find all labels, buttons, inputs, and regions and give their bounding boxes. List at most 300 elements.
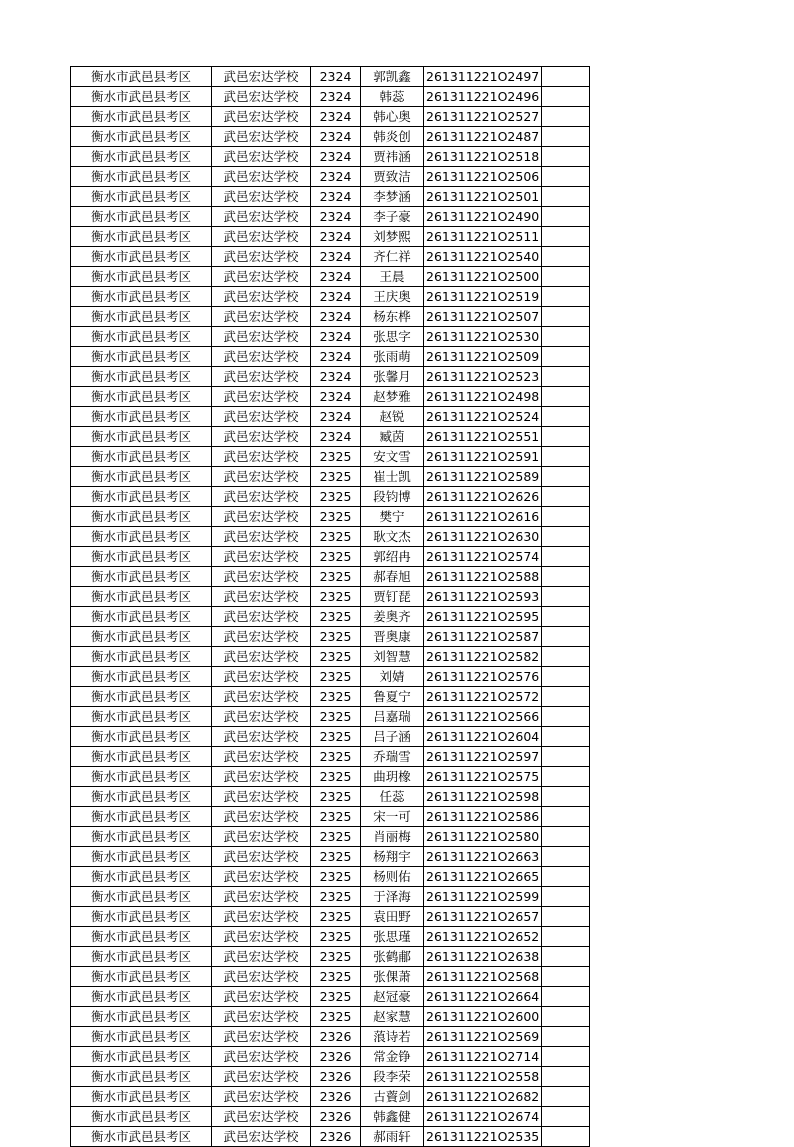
cell-exam-room: 2325 [311,947,361,967]
cell-student-name: 杨则佑 [361,867,424,887]
cell-student-id: 261311221O2530 [424,327,542,347]
cell-student-name: 韩炎创 [361,127,424,147]
cell-student-name: 袁田野 [361,907,424,927]
cell-region: 衡水市武邑县考区 [71,327,212,347]
cell-blank [542,367,590,387]
cell-student-name: 于泽海 [361,887,424,907]
cell-school: 武邑宏达学校 [212,667,311,687]
cell-student-id: 261311221O2575 [424,767,542,787]
cell-blank [542,907,590,927]
table-row [71,887,590,907]
cell-student-name: 常金铮 [361,1047,424,1067]
cell-student-name: 李梦涵 [361,187,424,207]
cell-school: 武邑宏达学校 [212,367,311,387]
cell-student-id: 261311221O2535 [424,1127,542,1147]
cell-school: 武邑宏达学校 [212,747,311,767]
cell-region: 衡水市武邑县考区 [71,347,212,367]
cell-region: 衡水市武邑县考区 [71,447,212,467]
cell-student-id: 261311221O2597 [424,747,542,767]
cell-student-name: 吕嘉瑞 [361,707,424,727]
cell-region: 衡水市武邑县考区 [71,367,212,387]
table-row [71,527,590,547]
cell-exam-room: 2325 [311,547,361,567]
cell-blank [542,867,590,887]
cell-student-id: 261311221O2576 [424,667,542,687]
cell-school: 武邑宏达学校 [212,847,311,867]
cell-blank [542,707,590,727]
cell-blank [542,1027,590,1047]
cell-region: 衡水市武邑县考区 [71,927,212,947]
cell-exam-room: 2326 [311,1027,361,1047]
cell-student-id: 261311221O2506 [424,167,542,187]
roster-table-body [71,67,590,1147]
cell-student-id: 261311221O2663 [424,847,542,867]
cell-blank [542,247,590,267]
cell-student-id: 261311221O2566 [424,707,542,727]
cell-exam-room: 2324 [311,347,361,367]
table-row [71,87,590,107]
cell-exam-room: 2324 [311,67,361,87]
table-row [71,1027,590,1047]
table-row [71,1127,590,1147]
cell-blank [542,967,590,987]
cell-region: 衡水市武邑县考区 [71,527,212,547]
table-row [71,987,590,1007]
cell-student-name: 张馨月 [361,367,424,387]
cell-region: 衡水市武邑县考区 [71,1027,212,1047]
cell-exam-room: 2325 [311,847,361,867]
cell-blank [542,787,590,807]
cell-region: 衡水市武邑县考区 [71,947,212,967]
cell-school: 武邑宏达学校 [212,487,311,507]
cell-student-name: 韩蕊 [361,87,424,107]
cell-student-id: 261311221O2638 [424,947,542,967]
cell-region: 衡水市武邑县考区 [71,647,212,667]
cell-school: 武邑宏达学校 [212,787,311,807]
cell-region: 衡水市武邑县考区 [71,727,212,747]
cell-student-name: 杨东桦 [361,307,424,327]
cell-school: 武邑宏达学校 [212,287,311,307]
table-row [71,227,590,247]
table-row [71,947,590,967]
cell-student-id: 261311221O2657 [424,907,542,927]
cell-student-name: 刘智慧 [361,647,424,667]
cell-region: 衡水市武邑县考区 [71,387,212,407]
table-row [71,647,590,667]
cell-blank [542,807,590,827]
cell-student-name: 张鹤郙 [361,947,424,967]
cell-school: 武邑宏达学校 [212,427,311,447]
cell-student-name: 段钧博 [361,487,424,507]
cell-school: 武邑宏达学校 [212,627,311,647]
cell-region: 衡水市武邑县考区 [71,1047,212,1067]
cell-school: 武邑宏达学校 [212,567,311,587]
cell-student-id: 261311221O2574 [424,547,542,567]
cell-student-name: 张倮萧 [361,967,424,987]
cell-school: 武邑宏达学校 [212,1067,311,1087]
table-row [71,187,590,207]
cell-blank [542,1047,590,1067]
cell-student-name: 鲁夏宁 [361,687,424,707]
cell-exam-room: 2324 [311,147,361,167]
cell-blank [542,67,590,87]
table-row [71,847,590,867]
cell-school: 武邑宏达学校 [212,107,311,127]
cell-blank [542,307,590,327]
cell-region: 衡水市武邑县考区 [71,487,212,507]
cell-school: 武邑宏达学校 [212,1007,311,1027]
cell-school: 武邑宏达学校 [212,727,311,747]
cell-school: 武邑宏达学校 [212,947,311,967]
cell-school: 武邑宏达学校 [212,1087,311,1107]
cell-exam-room: 2325 [311,907,361,927]
cell-exam-room: 2325 [311,447,361,467]
cell-blank [542,407,590,427]
cell-exam-room: 2324 [311,267,361,287]
cell-region: 衡水市武邑县考区 [71,227,212,247]
cell-student-id: 261311221O2572 [424,687,542,707]
cell-exam-room: 2325 [311,647,361,667]
cell-exam-room: 2324 [311,247,361,267]
cell-student-id: 261311221O2519 [424,287,542,307]
cell-student-name: 臧茵 [361,427,424,447]
cell-student-name: 姜奥齐 [361,607,424,627]
cell-blank [542,667,590,687]
cell-exam-room: 2324 [311,167,361,187]
cell-blank [542,107,590,127]
cell-region: 衡水市武邑县考区 [71,827,212,847]
table-row [71,827,590,847]
cell-region: 衡水市武邑县考区 [71,407,212,427]
cell-student-name: 王晨 [361,267,424,287]
cell-student-name: 刘婧 [361,667,424,687]
cell-blank [542,507,590,527]
cell-blank [542,1127,590,1147]
cell-exam-room: 2325 [311,807,361,827]
cell-school: 武邑宏达学校 [212,447,311,467]
table-row [71,1107,590,1127]
cell-student-id: 261311221O2595 [424,607,542,627]
cell-blank [542,87,590,107]
cell-region: 衡水市武邑县考区 [71,127,212,147]
cell-exam-room: 2326 [311,1087,361,1107]
cell-blank [542,727,590,747]
table-row [71,387,590,407]
cell-region: 衡水市武邑县考区 [71,867,212,887]
cell-student-name: 贾致洁 [361,167,424,187]
cell-region: 衡水市武邑县考区 [71,207,212,227]
cell-region: 衡水市武邑县考区 [71,607,212,627]
cell-student-name: 赵冠豪 [361,987,424,1007]
cell-school: 武邑宏达学校 [212,247,311,267]
cell-blank [542,987,590,1007]
cell-blank [542,587,590,607]
table-row [71,427,590,447]
cell-student-name: 肖丽梅 [361,827,424,847]
cell-school: 武邑宏达学校 [212,187,311,207]
table-row [71,707,590,727]
cell-school: 武邑宏达学校 [212,927,311,947]
cell-blank [542,607,590,627]
cell-exam-room: 2325 [311,827,361,847]
cell-exam-room: 2324 [311,87,361,107]
cell-region: 衡水市武邑县考区 [71,987,212,1007]
cell-student-id: 261311221O2652 [424,927,542,947]
cell-region: 衡水市武邑县考区 [71,67,212,87]
table-row [71,627,590,647]
cell-blank [542,467,590,487]
cell-blank [542,127,590,147]
cell-exam-room: 2324 [311,287,361,307]
cell-student-id: 261311221O2682 [424,1087,542,1107]
cell-student-name: 晋奥康 [361,627,424,647]
table-row [71,367,590,387]
cell-student-id: 261311221O2527 [424,107,542,127]
cell-region: 衡水市武邑县考区 [71,547,212,567]
cell-blank [542,687,590,707]
cell-student-name: 樊宁 [361,507,424,527]
cell-exam-room: 2324 [311,187,361,207]
cell-blank [542,527,590,547]
cell-blank [542,747,590,767]
cell-region: 衡水市武邑县考区 [71,287,212,307]
cell-student-id: 261311221O2626 [424,487,542,507]
cell-student-name: 杨翔宇 [361,847,424,867]
cell-school: 武邑宏达学校 [212,887,311,907]
table-row [71,447,590,467]
cell-student-id: 261311221O2569 [424,1027,542,1047]
cell-student-id: 261311221O2588 [424,567,542,587]
cell-exam-room: 2325 [311,627,361,647]
cell-region: 衡水市武邑县考区 [71,1067,212,1087]
cell-region: 衡水市武邑县考区 [71,267,212,287]
cell-blank [542,1087,590,1107]
cell-region: 衡水市武邑县考区 [71,187,212,207]
cell-student-name: 崔士凯 [361,467,424,487]
cell-region: 衡水市武邑县考区 [71,627,212,647]
cell-student-id: 261311221O2490 [424,207,542,227]
cell-student-name: 段李荣 [361,1067,424,1087]
cell-student-name: 张雨萌 [361,347,424,367]
cell-student-id: 261311221O2714 [424,1047,542,1067]
cell-region: 衡水市武邑县考区 [71,707,212,727]
cell-region: 衡水市武邑县考区 [71,567,212,587]
cell-exam-room: 2326 [311,1107,361,1127]
table-row [71,467,590,487]
cell-exam-room: 2325 [311,487,361,507]
cell-student-name: 任蕊 [361,787,424,807]
cell-school: 武邑宏达学校 [212,707,311,727]
cell-exam-room: 2325 [311,687,361,707]
cell-blank [542,627,590,647]
table-row [71,667,590,687]
cell-exam-room: 2325 [311,887,361,907]
table-row [71,267,590,287]
cell-student-name: 李子豪 [361,207,424,227]
table-row [71,207,590,227]
cell-school: 武邑宏达学校 [212,167,311,187]
cell-student-id: 261311221O2507 [424,307,542,327]
cell-student-id: 261311221O2674 [424,1107,542,1127]
cell-school: 武邑宏达学校 [212,87,311,107]
cell-region: 衡水市武邑县考区 [71,887,212,907]
cell-student-id: 261311221O2604 [424,727,542,747]
cell-school: 武邑宏达学校 [212,587,311,607]
cell-student-id: 261311221O2630 [424,527,542,547]
cell-blank [542,947,590,967]
cell-exam-room: 2326 [311,1067,361,1087]
cell-student-name: 赵梦雅 [361,387,424,407]
cell-exam-room: 2324 [311,127,361,147]
cell-student-name: 贾钉琵 [361,587,424,607]
cell-student-id: 261311221O2600 [424,1007,542,1027]
cell-school: 武邑宏达学校 [212,867,311,887]
cell-student-name: 赵家慧 [361,1007,424,1027]
cell-exam-room: 2325 [311,967,361,987]
cell-student-id: 261311221O2664 [424,987,542,1007]
cell-exam-room: 2324 [311,367,361,387]
cell-student-name: 齐仁祥 [361,247,424,267]
cell-student-id: 261311221O2589 [424,467,542,487]
cell-school: 武邑宏达学校 [212,807,311,827]
cell-student-name: 郝春旭 [361,567,424,587]
cell-exam-room: 2325 [311,467,361,487]
cell-exam-room: 2325 [311,987,361,1007]
cell-school: 武邑宏达学校 [212,527,311,547]
table-row [71,867,590,887]
table-row [71,287,590,307]
cell-exam-room: 2324 [311,327,361,347]
cell-region: 衡水市武邑县考区 [71,307,212,327]
table-row [71,487,590,507]
cell-student-id: 261311221O2586 [424,807,542,827]
cell-school: 武邑宏达学校 [212,1027,311,1047]
cell-blank [542,887,590,907]
cell-student-name: 张思字 [361,327,424,347]
cell-school: 武邑宏达学校 [212,687,311,707]
cell-school: 武邑宏达学校 [212,987,311,1007]
cell-exam-room: 2325 [311,587,361,607]
cell-student-name: 郝雨轩 [361,1127,424,1147]
cell-region: 衡水市武邑县考区 [71,967,212,987]
cell-school: 武邑宏达学校 [212,1127,311,1147]
table-row [71,247,590,267]
cell-school: 武邑宏达学校 [212,67,311,87]
cell-student-id: 261311221O2540 [424,247,542,267]
cell-blank [542,1007,590,1027]
cell-region: 衡水市武邑县考区 [71,1107,212,1127]
cell-region: 衡水市武邑县考区 [71,467,212,487]
cell-student-name: 古薋剑 [361,1087,424,1107]
cell-exam-room: 2324 [311,107,361,127]
cell-student-id: 261311221O2551 [424,427,542,447]
cell-region: 衡水市武邑县考区 [71,167,212,187]
cell-blank [542,227,590,247]
table-row [71,927,590,947]
table-row [71,147,590,167]
cell-blank [542,647,590,667]
cell-blank [542,347,590,367]
cell-student-id: 261311221O2558 [424,1067,542,1087]
table-row [71,167,590,187]
cell-exam-room: 2324 [311,227,361,247]
cell-student-id: 261311221O2580 [424,827,542,847]
cell-student-name: 蒗诗若 [361,1027,424,1047]
cell-school: 武邑宏达学校 [212,407,311,427]
cell-student-name: 张思瑾 [361,927,424,947]
cell-region: 衡水市武邑县考区 [71,787,212,807]
cell-student-id: 261311221O2568 [424,967,542,987]
cell-exam-room: 2324 [311,407,361,427]
cell-student-id: 261311221O2599 [424,887,542,907]
cell-school: 武邑宏达学校 [212,907,311,927]
cell-blank [542,1067,590,1087]
cell-region: 衡水市武邑县考区 [71,847,212,867]
cell-blank [542,767,590,787]
cell-exam-room: 2325 [311,527,361,547]
cell-student-name: 乔瑞雪 [361,747,424,767]
cell-student-id: 261311221O2591 [424,447,542,467]
cell-blank [542,1107,590,1127]
cell-student-id: 261311221O2587 [424,627,542,647]
cell-student-id: 261311221O2593 [424,587,542,607]
cell-school: 武邑宏达学校 [212,207,311,227]
table-row [71,127,590,147]
table-row [71,607,590,627]
cell-school: 武邑宏达学校 [212,827,311,847]
cell-school: 武邑宏达学校 [212,467,311,487]
cell-blank [542,927,590,947]
cell-blank [542,427,590,447]
cell-school: 武邑宏达学校 [212,267,311,287]
cell-blank [542,447,590,467]
cell-exam-room: 2325 [311,507,361,527]
table-row [71,347,590,367]
cell-student-id: 261311221O2598 [424,787,542,807]
cell-student-id: 261311221O2498 [424,387,542,407]
cell-region: 衡水市武邑县考区 [71,247,212,267]
cell-region: 衡水市武邑县考区 [71,1127,212,1147]
table-row [71,1047,590,1067]
table-row [71,727,590,747]
roster-table [70,66,590,1147]
table-row [71,907,590,927]
table-row [71,107,590,127]
cell-region: 衡水市武邑县考区 [71,667,212,687]
cell-region: 衡水市武邑县考区 [71,147,212,167]
table-row [71,787,590,807]
cell-region: 衡水市武邑县考区 [71,687,212,707]
cell-school: 武邑宏达学校 [212,227,311,247]
cell-exam-room: 2324 [311,207,361,227]
cell-student-name: 赵锐 [361,407,424,427]
cell-exam-room: 2324 [311,427,361,447]
cell-student-name: 贾祎涵 [361,147,424,167]
cell-exam-room: 2324 [311,307,361,327]
cell-region: 衡水市武邑县考区 [71,507,212,527]
cell-exam-room: 2325 [311,767,361,787]
cell-school: 武邑宏达学校 [212,147,311,167]
table-row [71,547,590,567]
table-row [71,807,590,827]
cell-school: 武邑宏达学校 [212,607,311,627]
cell-student-name: 韩心奥 [361,107,424,127]
cell-exam-room: 2325 [311,787,361,807]
cell-region: 衡水市武邑县考区 [71,107,212,127]
table-row [71,767,590,787]
table-row [71,587,590,607]
cell-school: 武邑宏达学校 [212,1047,311,1067]
